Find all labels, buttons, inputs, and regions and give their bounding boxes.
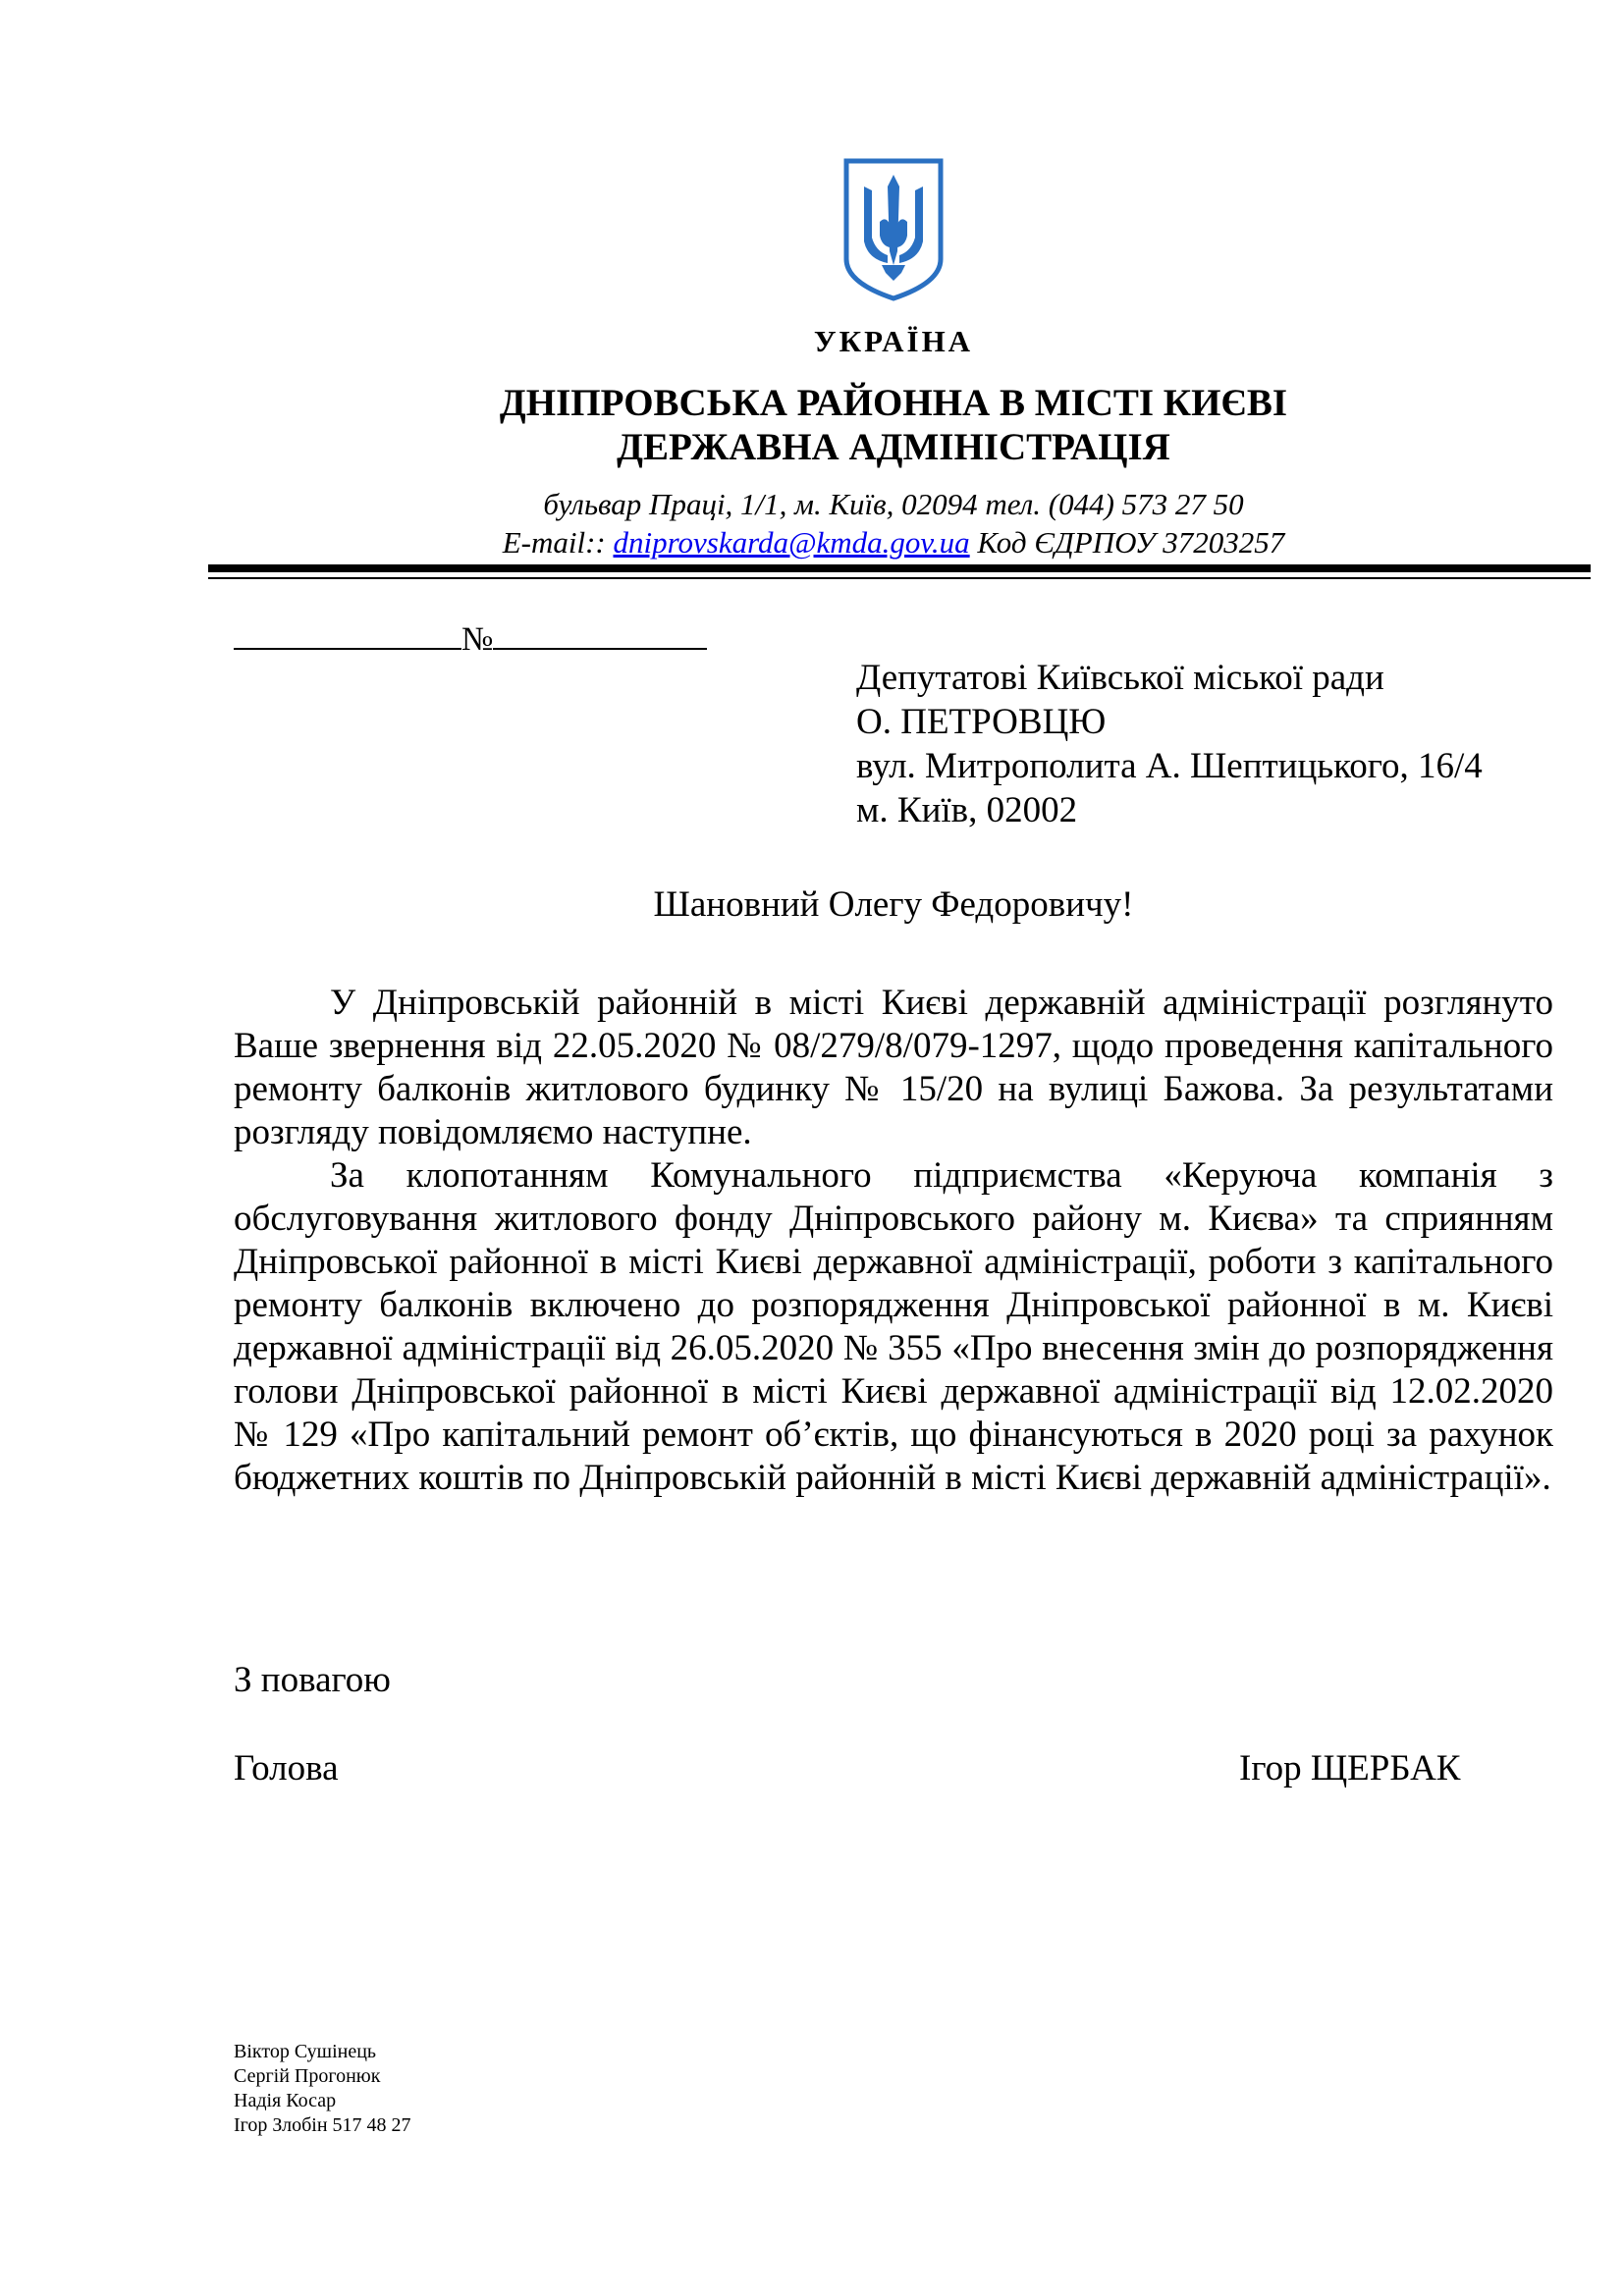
number-blank (493, 620, 707, 650)
recipient-name: О. ПЕТРОВЦЮ (856, 702, 1107, 742)
trident-coat-of-arms-icon (842, 157, 945, 302)
organization-name-line1: ДНІПРОВСЬКА РАЙОННА В МІСТІ КИЄВІ (499, 382, 1288, 424)
country-name: УКРАЇНА (813, 324, 974, 358)
email-link[interactable]: dniprovskarda@kmda.gov.ua (613, 525, 970, 560)
address-phone-line: бульвар Праці, 1/1, м. Київ, 02094 тел. (044) 573 27 50 (543, 487, 1244, 521)
date-blank (234, 620, 461, 650)
salutation: Шановний Олегу Федоровичу! (653, 884, 1134, 925)
body-paragraph-1: У Дніпровській районній в місті Києві державній адміністрації розглянуто Ваше звернення від 22.05.2020 № 08/279/8/079-1297, щодо проведення капітального ремонту балконів житлового будинку № 15/20 на вулиці Бажова. За результатами розгляду повідомляємо наступне. (234, 983, 1553, 1152)
number-sign: № (461, 621, 494, 658)
executor-item: Віктор Сушінець (234, 2041, 377, 2062)
letter-body (234, 982, 1553, 1500)
recipient-block (856, 656, 1483, 832)
executor-item: Сергій Прогонюк (234, 2065, 381, 2087)
recipient-title: Депутатові Київської міської ради (856, 658, 1384, 698)
recipient-city: м. Київ, 02002 (856, 790, 1078, 830)
registration-number-field (234, 620, 707, 659)
email-label: E-mail:: (502, 525, 606, 560)
header-rule-thick (208, 564, 1591, 572)
signer-name: Ігор ЩЕРБАК (1239, 1748, 1461, 1789)
closing-phrase: З повагою (234, 1660, 391, 1700)
recipient-street: вул. Митрополита А. Шептицького, 16/4 (856, 746, 1483, 786)
contacts-line (0, 525, 1624, 561)
executor-item: Ігор Злобін 517 48 27 (234, 2114, 411, 2136)
executors-list (234, 2040, 411, 2138)
organization-name-line2: ДЕРЖАВНА АДМІНІСТРАЦІЯ (617, 426, 1170, 468)
executor-item: Надія Косар (234, 2090, 337, 2111)
edrpou-code: Код ЄДРПОУ 37203257 (977, 525, 1285, 560)
signer-position: Голова (234, 1748, 339, 1789)
body-paragraph-2: За клопотанням Комунального підприємства «Керуюча компанія з обслуговування житлового фонду Дніпровського району м. Києва» та сприянням Дніпровської районної в місті Києві державної адміністрації, роботи з капітального ремонту балконів включено до розпорядження Дніпровської районної в м. Києві державної адміністрації від 26.05.2020 № 355 «Про внесення змін до розпорядження голови Дніпровської районної в місті Києві державної адміністрації від 12.02.2020 № 129 «Про капітальний ремонт об’єктів, що фінансуються в 2020 році за рахунок бюджетних коштів по Дніпровській районній в місті Києві державній адміністрації». (234, 1155, 1553, 1498)
header-rule-thin (208, 577, 1591, 579)
